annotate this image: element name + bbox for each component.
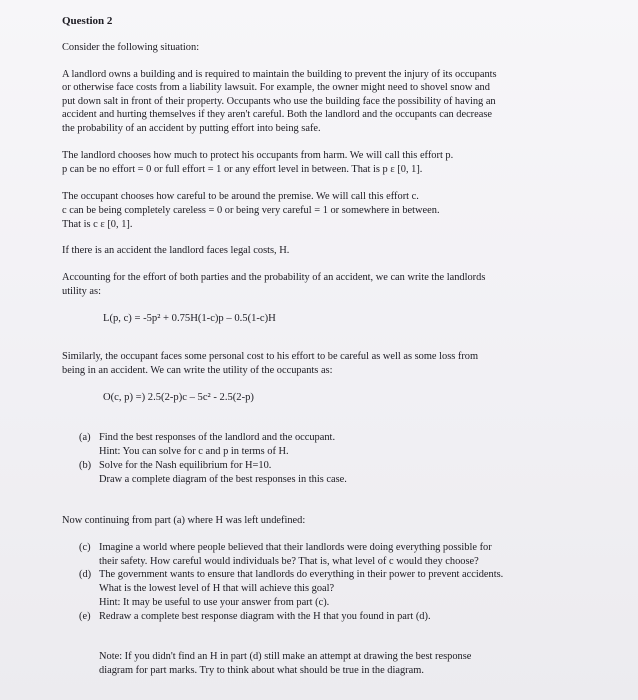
part-a-label: (a) <box>79 432 91 443</box>
part-e-line <box>79 610 431 623</box>
intro-text: Consider the following situation: <box>62 42 200 53</box>
part-c-label: (c) <box>79 542 91 553</box>
paragraph-line: being in an accident. We can write the utility of the occupants as: <box>62 365 333 376</box>
part-a-hint: Hint: You can solve for c and p in terms of H. <box>99 446 289 457</box>
note-line: Note: If you didn't find an H in part (d) still make an attempt at drawing the best response <box>99 651 472 662</box>
part-e-text: Redraw a complete best response diagram with the H that you found in part (d). <box>99 611 431 622</box>
paragraph-line: A landlord owns a building and is required to maintain the building to prevent the injury of its occupants <box>62 69 497 80</box>
paragraph-line: The occupant chooses how careful to be around the premise. We will call this effort c. <box>62 191 419 202</box>
part-e-label: (e) <box>79 611 91 622</box>
paragraph-line: accident and hurting themselves if they aren't careful. Both the landlord and the occupants can decrease <box>62 109 493 120</box>
paragraph-line: Accounting for the effort of both parties and the probability of an accident, we can write the landlords <box>62 272 486 283</box>
part-c-line <box>79 541 492 554</box>
question-title: Question 2 <box>62 15 113 27</box>
paragraph-line: or otherwise face costs from a liability lawsuit. For example, the owner might need to shovel snow and <box>62 82 490 93</box>
paragraph-line: p can be no effort = 0 or full effort = 1 or any effort level in between. That is p ε [0, 1]. <box>62 164 423 175</box>
part-d-hint: Hint: It may be useful to use your answer from part (c). <box>99 597 330 608</box>
note-line: diagram for part marks. Try to think about what should be true in the diagram. <box>99 665 424 676</box>
part-c-line: their safety. How careful would individuals be? That is, what level of c would they choose? <box>99 556 479 567</box>
paragraph-line: c can be being completely careless = 0 or being very careful = 1 or somewhere in between. <box>62 205 440 216</box>
part-a-line <box>79 431 335 444</box>
part-b-line <box>79 459 271 472</box>
paragraph-line: the probability of an accident by putting effort into being safe. <box>62 123 321 134</box>
part-d-text: The government wants to ensure that landlords do everything in their power to prevent accidents. <box>99 569 504 580</box>
part-d-label: (d) <box>79 569 92 580</box>
continuing-text: Now continuing from part (a) where H was left undefined: <box>62 515 306 526</box>
part-b-label: (b) <box>79 460 92 471</box>
part-a-text: Find the best responses of the landlord and the occupant. <box>99 432 336 443</box>
part-d-line <box>79 568 503 581</box>
formula-landlord-utility: L(p, c) = -5p² + 0.75H(1-c)p – 0.5(1-c)H <box>103 313 276 324</box>
paragraph-legal-costs: If there is an accident the landlord faces legal costs, H. <box>62 245 290 256</box>
paragraph-line: The landlord chooses how much to protect his occupants from harm. We will call this effort p. <box>62 150 454 161</box>
paragraph-line: put down salt in front of their property. Occupants who use the building face the possibility of having an <box>62 96 496 107</box>
paragraph-line: Similarly, the occupant faces some personal cost to his effort to be careful as well as some loss from <box>62 351 479 362</box>
formula-occupant-utility: O(c, p) =) 2.5(2-p)c – 5c² - 2.5(2-p) <box>103 392 254 403</box>
paragraph-line: That is c ε [0, 1]. <box>62 219 133 230</box>
part-b-text: Solve for the Nash equilibrium for H=10. <box>99 460 272 471</box>
part-d-line: What is the lowest level of H that will achieve this goal? <box>99 583 335 594</box>
part-b-sub: Draw a complete diagram of the best responses in this case. <box>99 474 347 485</box>
paragraph-line: utility as: <box>62 286 101 297</box>
part-c-text: Imagine a world where people believed that their landlords were doing everything possible for <box>99 542 492 553</box>
